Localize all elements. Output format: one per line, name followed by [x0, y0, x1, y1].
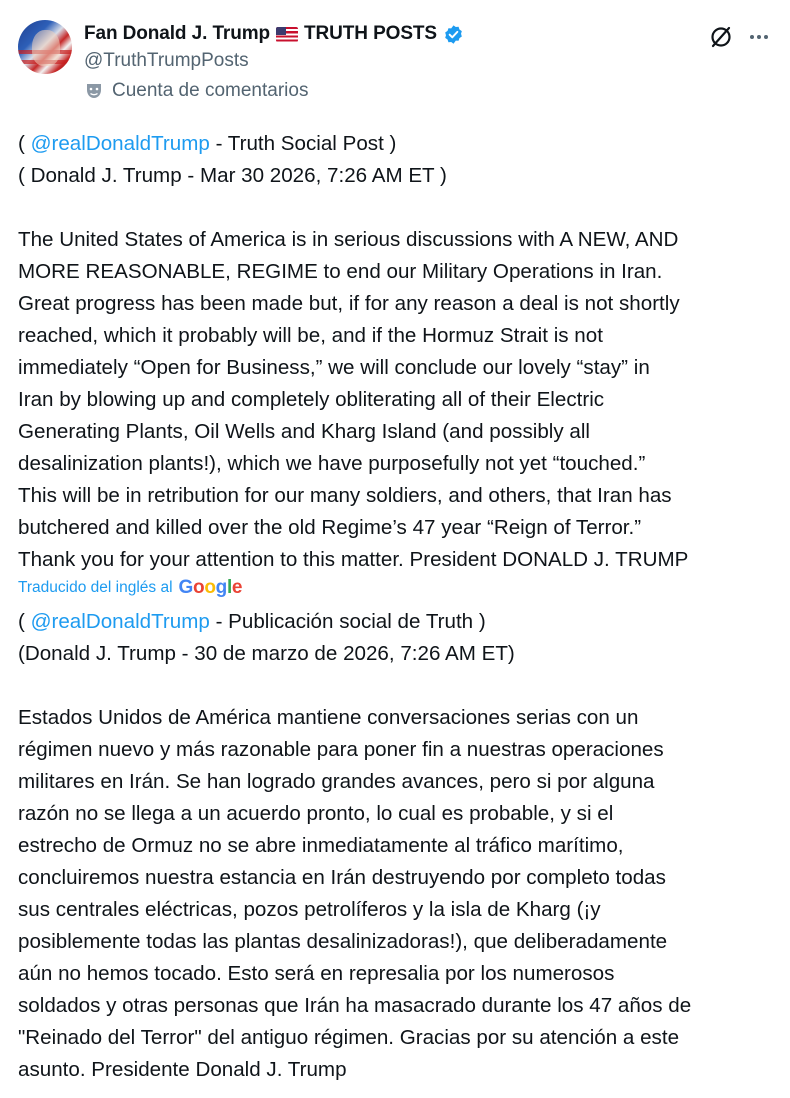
- author-display-name[interactable]: Fan Donald J. Trump: [84, 23, 271, 44]
- translated-source-line: ( @realDonaldTrump - Publicación social de Truth ): [18, 610, 486, 633]
- post-text-line: Great progress has been made but, if for any reason a deal is not shortly: [18, 292, 680, 315]
- author-name-suffix[interactable]: TRUTH POSTS: [304, 23, 437, 44]
- post-text-line: The United States of America is in serious discussions with A NEW, AND: [18, 228, 679, 251]
- more-icon[interactable]: [746, 24, 772, 50]
- post-text-line: Iran by blowing up and completely obliterating all of their Electric: [18, 388, 605, 411]
- translated-post-text: [18, 702, 778, 1086]
- post-text-line: butchered and killed over the old Regime’s 47 year “Reign of Terror.”: [18, 516, 642, 539]
- post-text-line: régimen nuevo y más razonable para poner fin a nuestras operaciones: [18, 738, 664, 761]
- post-text-line: concluiremos nuestra estancia en Irán destruyendo por completo todas: [18, 866, 666, 889]
- original-byline: ( Donald J. Trump - Mar 30 2026, 7:26 AM ET ): [18, 164, 447, 187]
- post-text-line: Generating Plants, Oil Wells and Kharg Island (and possibly all: [18, 420, 590, 443]
- post-text-line: This will be in retribution for our many soldiers, and others, that Iran has: [18, 484, 672, 507]
- post-text-line: desalinization plants!), which we have purposefully not yet “touched.”: [18, 452, 646, 475]
- google-logo: Google: [178, 577, 243, 598]
- verified-badge-icon: [443, 24, 464, 45]
- post-header: [18, 16, 778, 112]
- post-text-line: MORE REASONABLE, REGIME to end our Military Operations in Iran.: [18, 260, 663, 283]
- post-text-line: soldados y otras personas que Irán ha masacrado durante los 47 años de: [18, 994, 692, 1017]
- theater-mask-icon: [84, 81, 104, 101]
- mention-link[interactable]: @realDonaldTrump: [30, 610, 210, 633]
- post-text-line: razón no se llega a un acuerdo pronto, lo cual es probable, y si el: [18, 802, 614, 825]
- post-text-line: estrecho de Ormuz no se abre inmediatamente al tráfico marítimo,: [18, 834, 624, 857]
- avatar[interactable]: [18, 20, 72, 74]
- parody-account-label: [84, 80, 308, 102]
- post-text-line: Estados Unidos de América mantiene conversaciones serias con un: [18, 706, 639, 729]
- translation-attribution[interactable]: [18, 574, 778, 602]
- us-flag-icon: [276, 27, 298, 42]
- post-text-line: reached, which it probably will be, and if the Hormuz Strait is not: [18, 324, 603, 347]
- mention-link[interactable]: @realDonaldTrump: [30, 132, 210, 155]
- post-text-line: immediately “Open for Business,” we will conclude our lovely “stay” in: [18, 356, 650, 379]
- post-text-line: asunto. Presidente Donald J. Trump: [18, 1058, 347, 1081]
- post-text-line: Thank you for your attention to this matter. President DONALD J. TRUMP: [18, 548, 689, 571]
- translated-byline: (Donald J. Trump - 30 de marzo de 2026, 7:26 AM ET): [18, 642, 515, 665]
- original-post-text: [18, 224, 778, 576]
- translation-label[interactable]: Traducido del inglés al: [18, 579, 173, 596]
- original-source-line: ( @realDonaldTrump - Truth Social Post ): [18, 132, 397, 155]
- post-text-line: militares en Irán. Se han logrado grandes avances, pero si por alguna: [18, 770, 655, 793]
- author-name-row[interactable]: [84, 22, 464, 46]
- grok-icon[interactable]: [708, 24, 734, 50]
- post-text-line: aún no hemos tocado. Esto será en represalia por los numerosos: [18, 962, 615, 985]
- parody-label-text: Cuenta de comentarios: [112, 80, 309, 101]
- post-text-line: "Reinado del Terror" del antiguo régimen. Gracias por su atención a este: [18, 1026, 680, 1049]
- post-text-line: posiblemente todas las plantas desalinizadoras!), que deliberadamente: [18, 930, 668, 953]
- post-text-line: sus centrales eléctricas, pozos petrolíferos y la isla de Kharg (¡y: [18, 898, 601, 921]
- author-handle[interactable]: @TruthTrumpPosts: [84, 50, 249, 71]
- post-body: [18, 128, 778, 1086]
